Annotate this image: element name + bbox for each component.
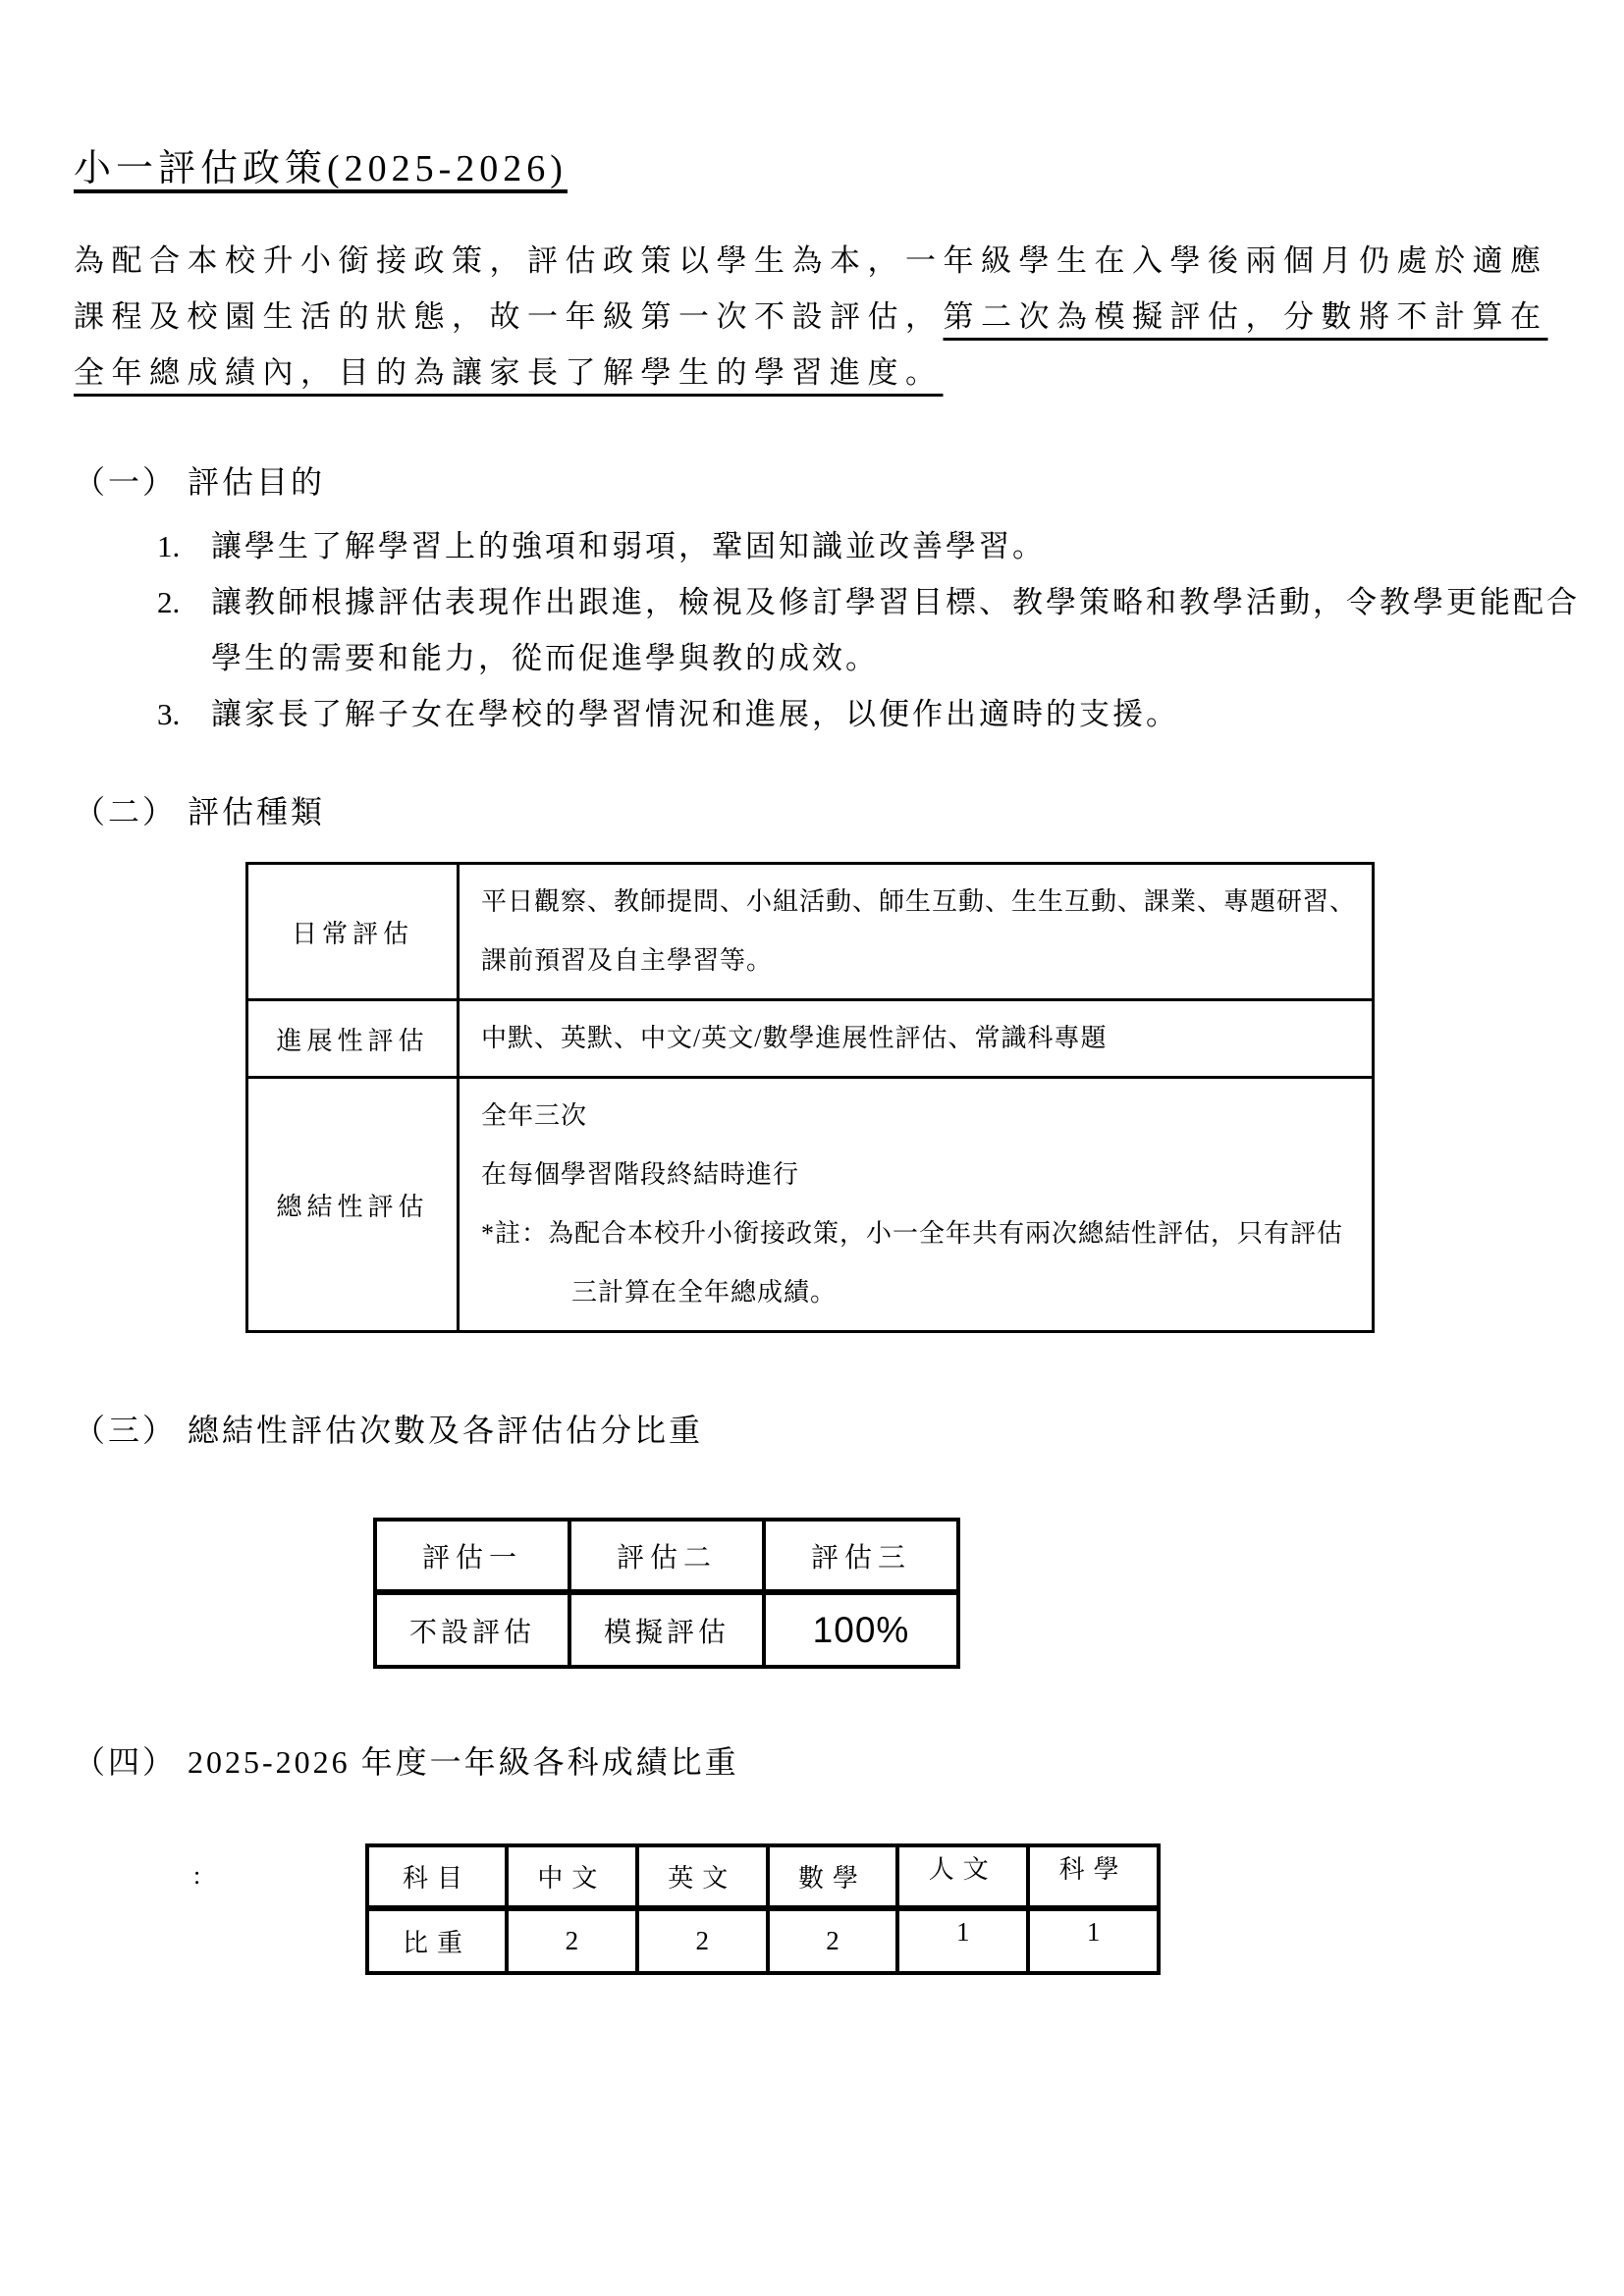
intro-line-3 <box>74 345 1550 400</box>
assessment-goals-list <box>74 518 1580 742</box>
label-weight: 比重 <box>367 1908 507 1973</box>
content-line: 在每個學習階段終結時進行 <box>481 1160 800 1189</box>
table-row <box>247 1000 1374 1078</box>
header-science: 科學 <box>1028 1845 1159 1908</box>
header-assessment-3: 評估三 <box>764 1520 958 1592</box>
content-line: 課前預習及自主學習等。 <box>481 946 774 975</box>
list-item-number: 1. <box>157 529 181 563</box>
section-one-heading: （一） 評估目的 <box>74 464 326 500</box>
list-item-line: 讓教師根據評估表現作出跟進，檢視及修訂學習目標、教學策略和教學活動，令教學更能配合 <box>211 585 1580 619</box>
content-line: *註：為配合本校升小銜接政策，小一全年共有兩次總結性評估，只有評估 <box>481 1219 1344 1248</box>
intro-line-3-underlined: 全年總成績內，目的為讓家長了解學生的學習進度。 <box>74 355 944 390</box>
section-two-heading: （二） 評估種類 <box>74 794 326 829</box>
weight-math: 2 <box>768 1908 898 1973</box>
table-header-row <box>367 1845 1159 1908</box>
list-item-line: 學生的需要和能力，從而促進學與教的成效。 <box>211 641 879 675</box>
table-header-row <box>375 1520 958 1592</box>
assessment-types-table <box>245 862 1375 1333</box>
list-item-text <box>211 574 1580 686</box>
document-title: 小一評估政策(2025-2026) <box>74 148 568 189</box>
intro-line-2 <box>74 289 1550 345</box>
content-line: 三計算在全年總成績。 <box>571 1278 838 1307</box>
list-item-number: 2. <box>157 585 181 619</box>
list-item-text <box>211 686 1179 742</box>
table-row <box>367 1908 1159 1973</box>
row-content <box>459 864 1374 1000</box>
list-item-text <box>211 518 1046 574</box>
list-item <box>74 574 1580 686</box>
section-three-heading: （三） 總結性評估次數及各評估佔分比重 <box>74 1413 704 1448</box>
list-item <box>74 686 1550 742</box>
subject-weight-table <box>365 1843 1161 1975</box>
header-humanities: 人文 <box>897 1845 1028 1908</box>
intro-line-1: 為配合本校升小銜接政策，評估政策以學生為本，一年級學生在入學後兩個月仍處於適應 <box>74 243 1548 278</box>
header-chinese: 中文 <box>507 1845 637 1908</box>
content-line: 中默、英默、中文/英文/數學進展性評估、常識科專題 <box>481 1024 1108 1052</box>
list-item-number: 3. <box>157 697 181 731</box>
header-subject: 科目 <box>367 1845 507 1908</box>
weight-humanities: 1 <box>897 1908 1028 1973</box>
row-label-progressive-assessment: 進展性評估 <box>247 1000 459 1078</box>
row-content <box>459 1078 1374 1332</box>
content-line: 全年三次 <box>481 1101 588 1130</box>
content-line: 平日觀察、教師提問、小組活動、師生互動、生生互動、課業、專題研習、 <box>481 887 1357 916</box>
table-row <box>247 1078 1374 1332</box>
header-math: 數學 <box>768 1845 898 1908</box>
row-content <box>459 1000 1374 1078</box>
header-assessment-2: 評估二 <box>569 1520 764 1592</box>
table-row <box>247 864 1374 1000</box>
list-item-line: 讓家長了解子女在學校的學習情況和進展，以便作出適時的支援。 <box>211 697 1179 731</box>
weight-chinese: 2 <box>507 1908 637 1973</box>
list-item-line: 讓學生了解學習上的強項和弱項，鞏固知識並改善學習。 <box>211 529 1046 563</box>
stray-colon-mark: : <box>193 1861 201 1890</box>
subject-weight-area <box>74 1843 1550 1981</box>
header-english: 英文 <box>637 1845 768 1908</box>
list-item <box>74 518 1550 574</box>
section-four-heading: （四） 2025-2026 年度一年級各科成績比重 <box>74 1744 739 1780</box>
weight-english: 2 <box>637 1908 768 1973</box>
weight-science: 1 <box>1028 1908 1159 1973</box>
intro-paragraph <box>74 233 1550 400</box>
intro-line-2-underlined: 第二次為模擬評估，分數將不計算在 <box>943 299 1548 334</box>
value-assessment-3: 100% <box>764 1592 958 1667</box>
row-label-daily-assessment: 日常評估 <box>247 864 459 1000</box>
assessment-weighting-table <box>373 1518 960 1669</box>
intro-line-2-plain: 課程及校園生活的狀態，故一年級第一次不設評估， <box>74 299 944 334</box>
row-label-summative-assessment: 總結性評估 <box>247 1078 459 1332</box>
value-assessment-1: 不設評估 <box>375 1592 569 1667</box>
header-assessment-1: 評估一 <box>375 1520 569 1592</box>
value-assessment-2: 模擬評估 <box>569 1592 764 1667</box>
table-row <box>375 1592 958 1667</box>
